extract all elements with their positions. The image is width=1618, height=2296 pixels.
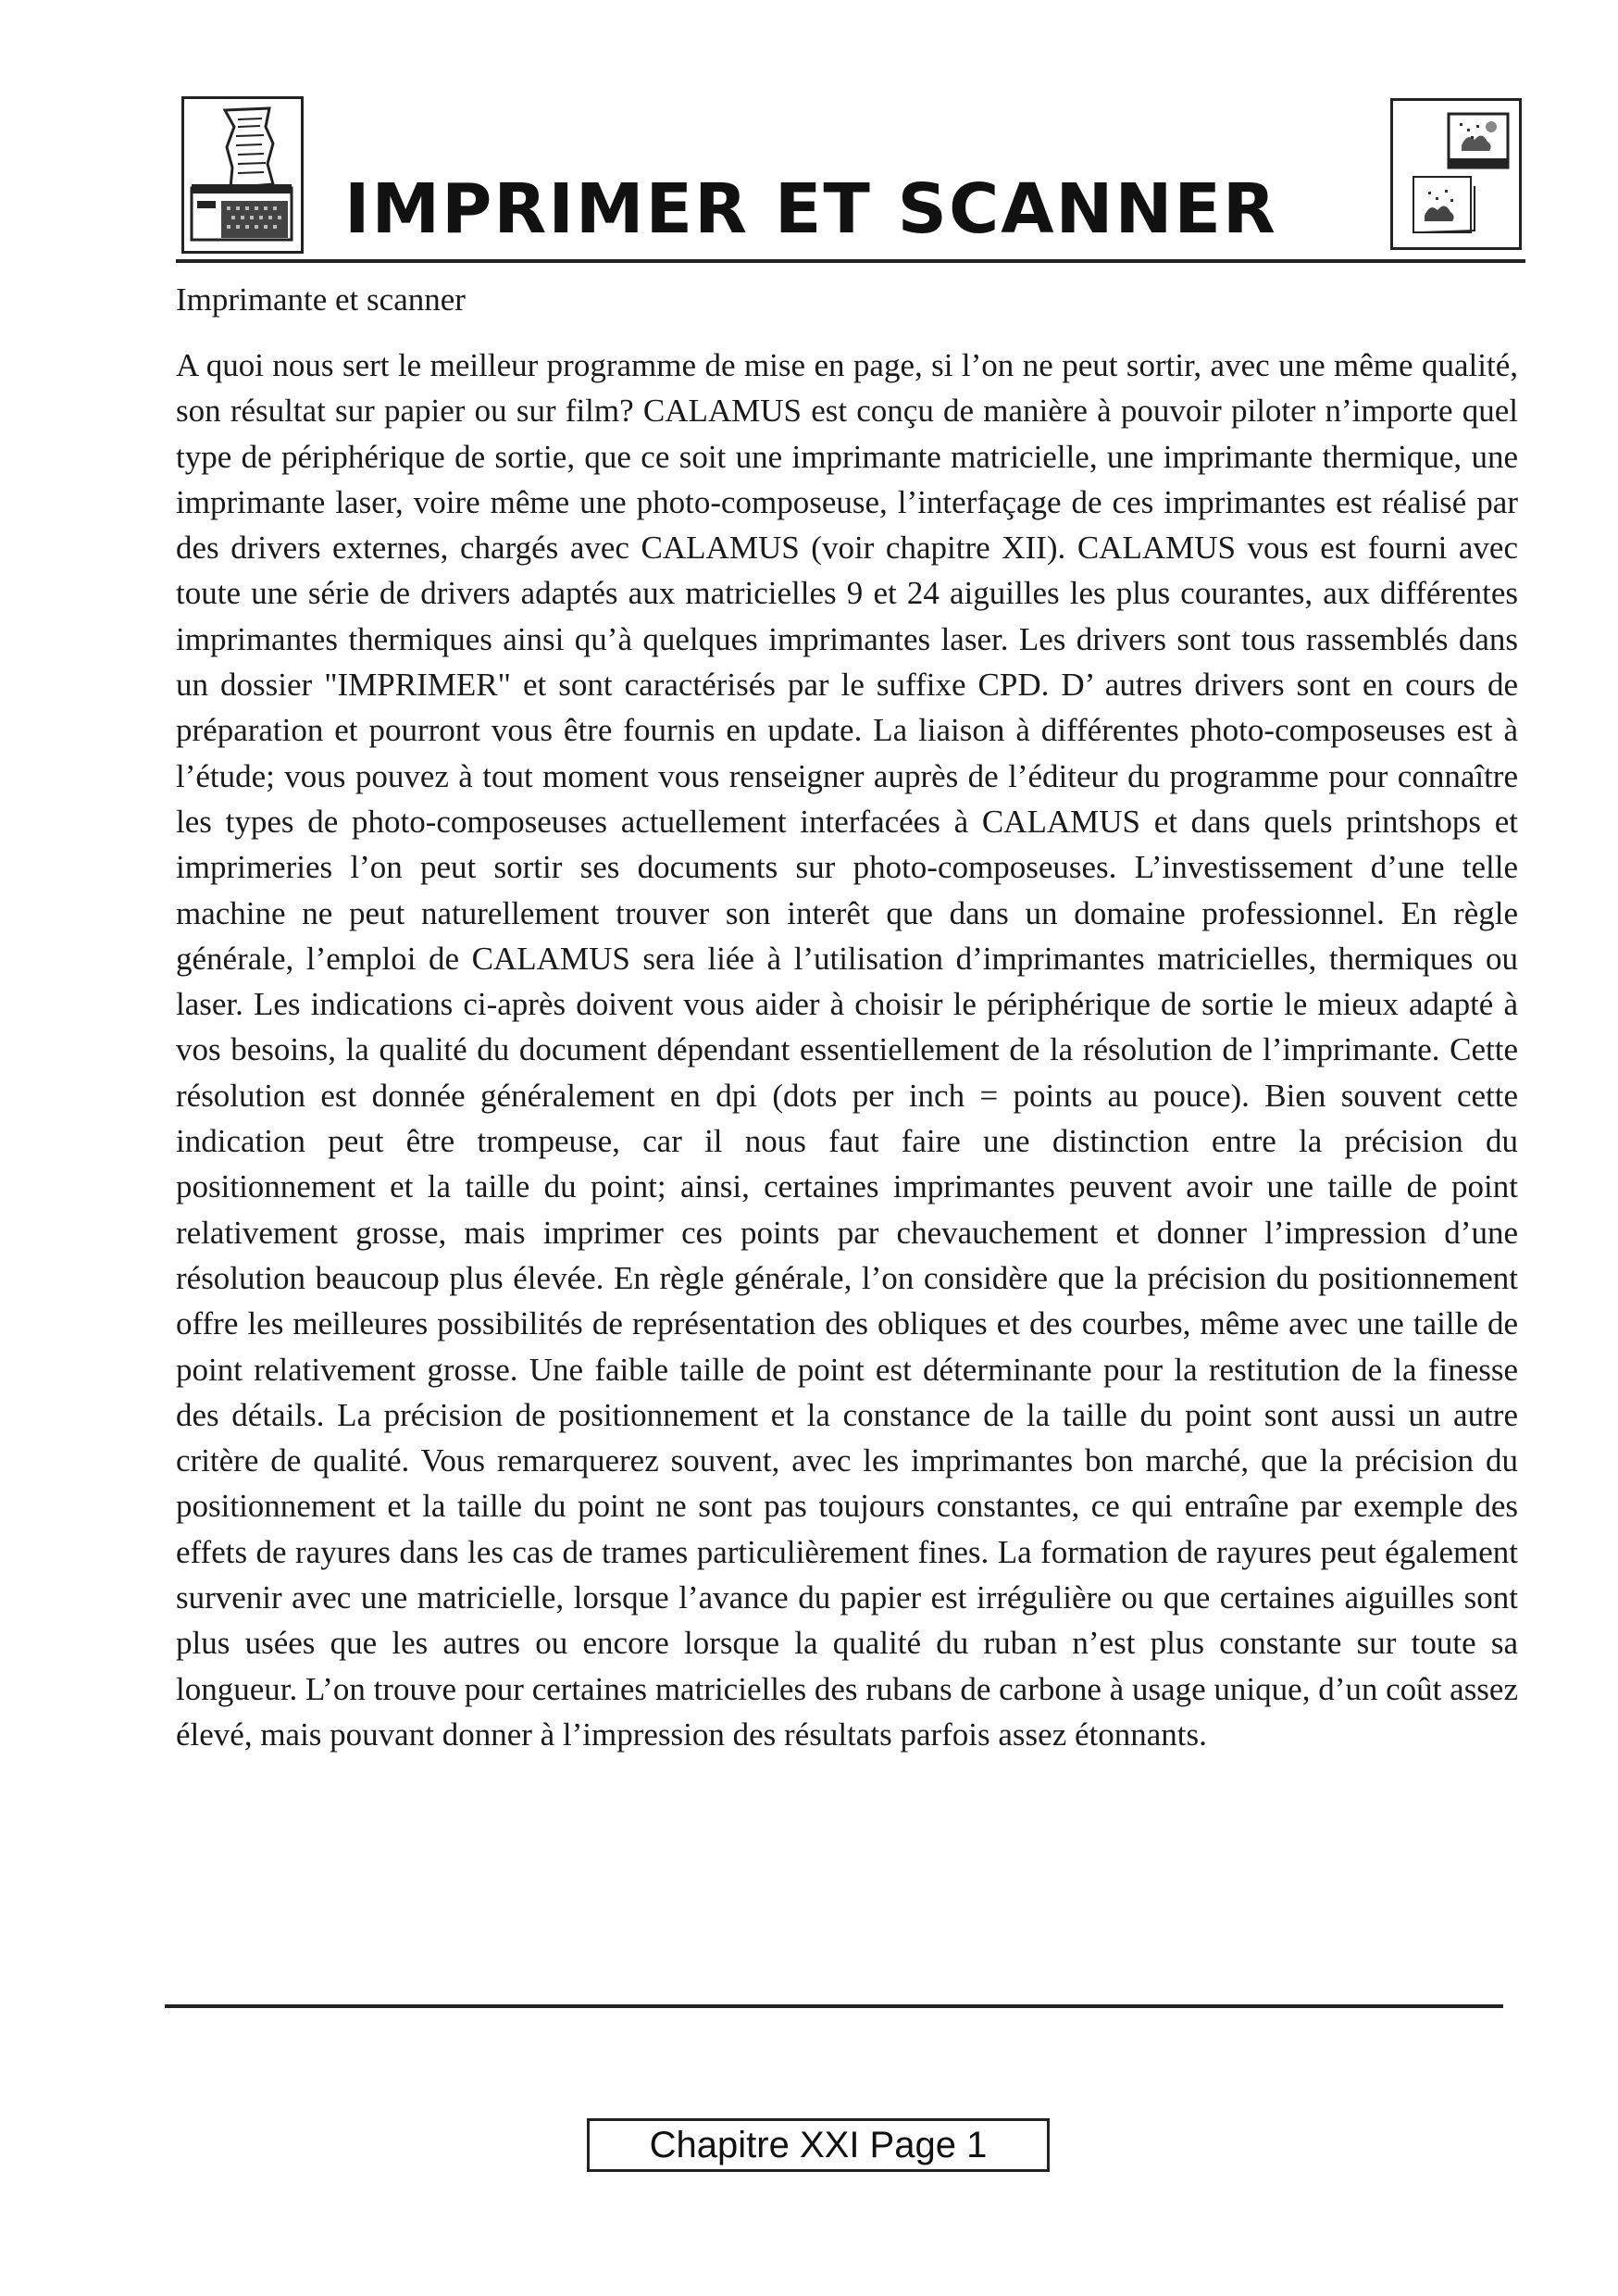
body-paragraph: A quoi nous sert le meilleur programme de mise en page, si l’on ne peut sortir, avec une même qualité, son résultat sur papier ou sur film? CALAMUS est conçu de manière à pouvoir piloter n’importe quel type de périphérique de sortie, que ce soit une imprimante matricielle, une imprimante thermique, une imprimante laser, voire même une photo-composeuse, l’interfaçage de ces imprimantes est réalisé par des drivers externes, chargés avec CALAMUS (voir chapitre XII). CALAMUS vous est fourni avec toute une série de drivers adaptés aux matricielles 9 et 24 aiguilles les plus courantes, aux différentes imprimantes thermiques ainsi qu’à quelques imprimantes laser. Les drivers sont tous rassemblés dans un dossier "IMPRIMER" et sont caractérisés par le suffixe CPD. D’ autres drivers sont en cours de préparation et pourront vous être fournis en update. La liaison à différentes photo-composeuses est à l’étude; vous pouvez à tout moment vous renseigner auprès de l’éditeur du programme pour connaître les types de photo-composeuses actuellement interfacées à CALAMUS et dans quels printshops et imprimeries l’on peut sortir ses documents sur photo-composeuses. L’investissement d’une telle machine ne peut naturellement trouver son interêt que dans un domaine professionnel. En règle générale, l’emploi de CALAMUS sera liée à l’utilisation d’imprimantes matricielles, thermiques ou laser. Les indications ci-après doivent vous aider à choisir le périphérique de sortie le mieux adapté à vos besoins, la qualité du document dépendant essentiellement de la résolution de l’imprimante. Cette résolution est donnée généralement en dpi (dots per inch = points au pouce). Bien souvent cette indication peut être trompeuse, car il nous faut faire une distinction entre la précision du positionnement et la taille du point; ainsi, certaines imprimantes peuvent avoir une taille de point relativement grosse, mais imprimer ces points par chevauchement et donner l’impression d’une résolution beaucoup plus élevée. En règle générale, l’on considère que la précision du positionnement offre les meilleures possibilités de représentation des obliques et des courbes, même avec une taille de point relativement grosse. Une faible taille de point est déterminante pour la restitution de la finesse des détails. La précision de positionnement et la constance de la taille du point sont aussi un autre critère de qualité. Vous remarquerez souvent, avec les imprimantes bon marché, que la précision du positionnement et la taille du point ne sont pas toujours constantes, ce qui entraîne par exemple des effets de rayures dans les cas de trames particulièrement fines. La formation de rayures peut également survenir avec une matricielle, lorsque l’avance du papier est irrégulière ou que certaines aiguilles sont plus usées que les autres ou encore lorsque la qualité du ruban n’est plus constante sur toute sa longueur. L’on trouve pour certaines matricielles des rubans de carbone à usage unique, d’un coût assez élevé, mais pouvant donner à l’impression des résultats parfois assez étonnants. — [176, 347, 1518, 1753]
scanner-icon — [1390, 98, 1522, 250]
printer-icon-graphic — [184, 99, 301, 251]
bottom-divider — [165, 2004, 1503, 2008]
page-number-label: Chapitre XXI Page 1 — [587, 2118, 1050, 2172]
scanner-icon-graphic — [1393, 101, 1519, 247]
section-heading: Imprimante et scanner — [176, 281, 466, 318]
printer-icon — [181, 96, 304, 254]
title-divider — [176, 259, 1525, 263]
page-title: IMPRIMER ET SCANNER — [344, 169, 1277, 249]
